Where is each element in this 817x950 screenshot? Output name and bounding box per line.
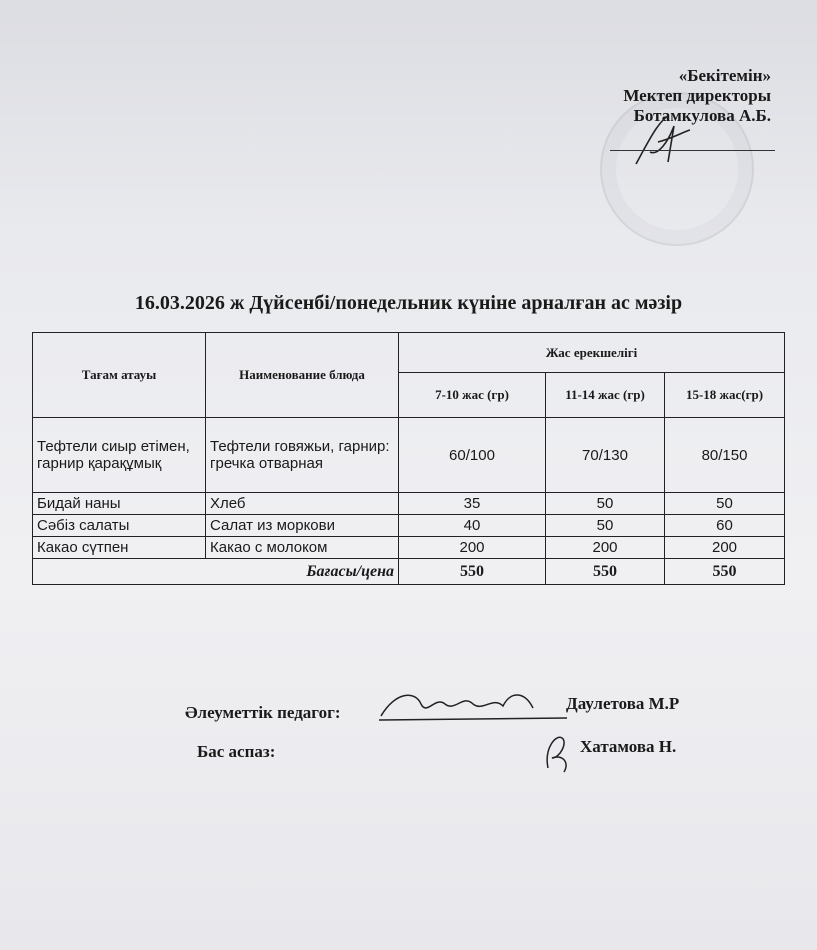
table-row	[33, 493, 785, 515]
dish-name-kz: Тефтели сиыр етімен, гарнир қарақұмық	[33, 418, 206, 493]
menu-table	[32, 332, 785, 585]
dish-name-ru: Хлеб	[206, 493, 399, 515]
dish-name-ru: Салат из моркови	[206, 515, 399, 537]
portion-15-18: 80/150	[665, 418, 785, 493]
header-age-7-10: 7-10 жас (гр)	[399, 373, 546, 418]
dish-name-ru: Тефтели говяжьи, гарнир: гречка отварная	[206, 418, 399, 493]
price-7-10: 550	[399, 559, 546, 585]
portion-15-18: 50	[665, 493, 785, 515]
page-title: 16.03.2026 ж Дүйсенбі/понедельник күніне арналған ас мәзір	[134, 292, 683, 314]
chef-label: Бас аспаз:	[197, 742, 276, 761]
chef-signature	[538, 728, 578, 776]
dish-name-kz: Какао сүтпен	[33, 537, 206, 559]
signature-line	[610, 150, 775, 151]
table-row	[33, 515, 785, 537]
portion-15-18: 60	[665, 515, 785, 537]
social-pedagogue-label: Әлеуметтік педагог:	[185, 703, 341, 722]
price-label: Бағасы/цена	[33, 559, 399, 585]
portion-15-18: 200	[665, 537, 785, 559]
header-row	[33, 333, 785, 373]
portion-11-14: 50	[546, 493, 665, 515]
price-11-14: 550	[546, 559, 665, 585]
portion-7-10: 40	[399, 515, 546, 537]
portion-11-14: 200	[546, 537, 665, 559]
portion-11-14: 70/130	[546, 418, 665, 493]
approval-position: Мектеп директоры	[623, 86, 771, 105]
portion-7-10: 35	[399, 493, 546, 515]
dish-name-kz: Сәбіз салаты	[33, 515, 206, 537]
approval-title: «Бекітемін»	[678, 66, 771, 85]
approval-name: Ботамкулова А.Б.	[633, 106, 771, 125]
social-pedagogue-signature	[375, 682, 575, 732]
portion-7-10: 60/100	[399, 418, 546, 493]
portion-7-10: 200	[399, 537, 546, 559]
dish-name-kz: Бидай наны	[33, 493, 206, 515]
price-15-18: 550	[665, 559, 785, 585]
table-row	[33, 537, 785, 559]
portion-11-14: 50	[546, 515, 665, 537]
director-signature	[628, 112, 698, 172]
chef-name: Хатамова Н.	[580, 737, 677, 756]
header-age-11-14: 11-14 жас (гр)	[546, 373, 665, 418]
header-name-kz: Тағам атауы	[33, 333, 206, 418]
social-pedagogue-name: Даулетова М.Р	[566, 694, 680, 713]
price-row	[33, 559, 785, 585]
header-age-group: Жас ерекшелігі	[399, 333, 785, 373]
table-row	[33, 418, 785, 493]
dish-name-ru: Какао с молоком	[206, 537, 399, 559]
header-name-ru: Наименование блюда	[206, 333, 399, 418]
header-age-15-18: 15-18 жас(гр)	[665, 373, 785, 418]
